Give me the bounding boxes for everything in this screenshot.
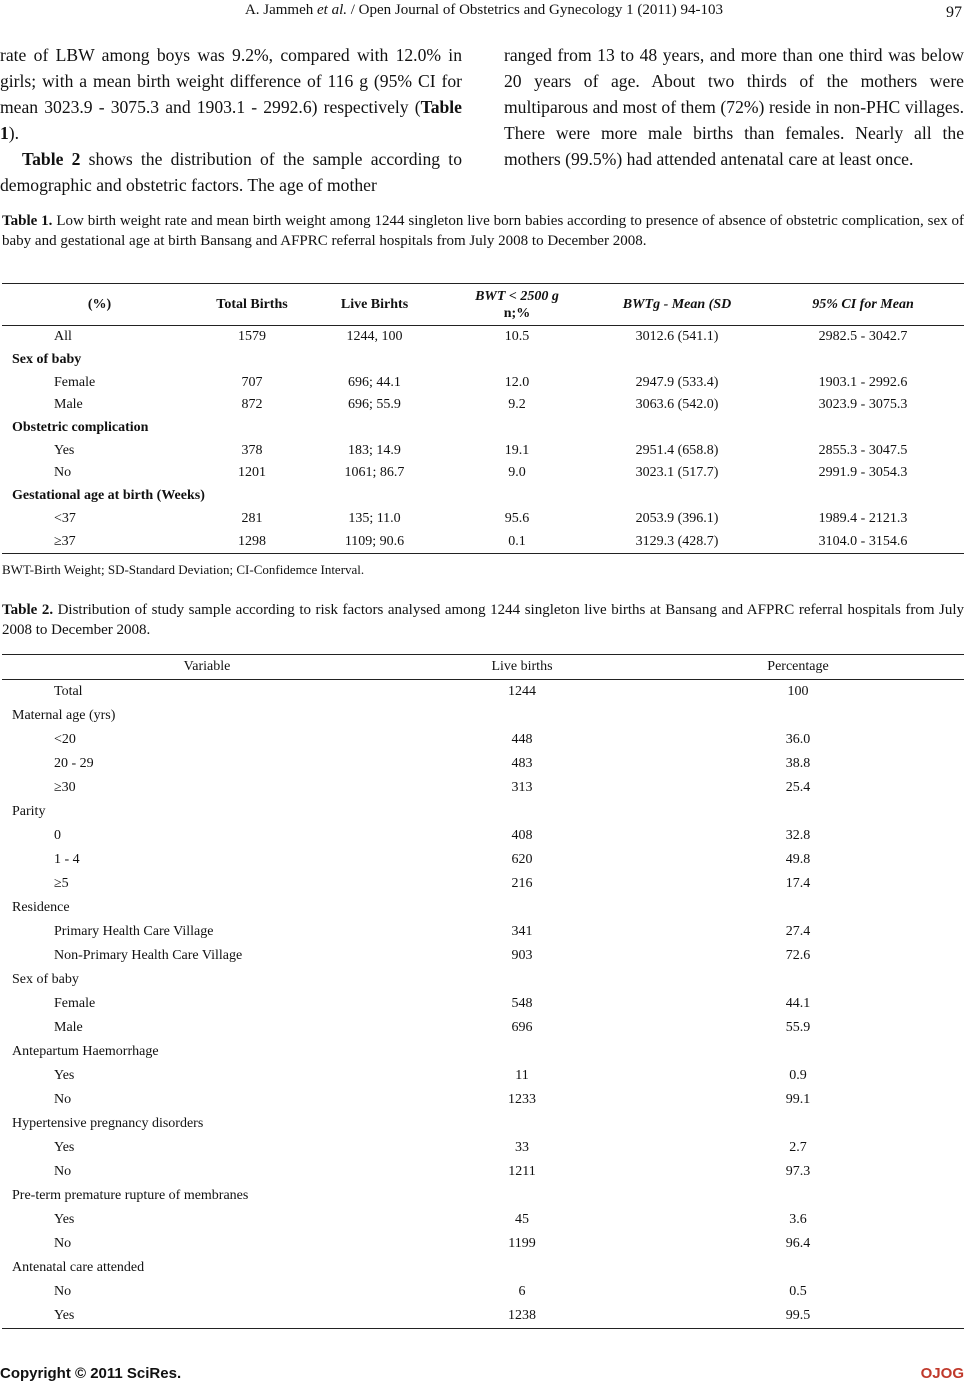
row-label-cell: All xyxy=(54,329,72,345)
left-p2-text: shows the distribution of the sample according to demographic and obstetric factors. The age of mother xyxy=(0,149,462,195)
table-cell: 36.0 xyxy=(785,732,811,747)
table1-reference[interactable]: Table 1 xyxy=(0,97,462,143)
table1-label: Table 1. xyxy=(2,213,53,229)
table2-caption-text: Distribution of study sample according to risk factors analysed among 1244 singleton live births at Bansang and AFPRC referral hospitals from July 2008 to December 2008. xyxy=(2,602,965,638)
table-row xyxy=(2,920,964,944)
group-label-cell: Parity xyxy=(12,804,46,819)
table2-header-row xyxy=(2,655,964,680)
table-row xyxy=(2,371,964,394)
table-row xyxy=(2,1064,964,1088)
row-label-cell: ≥5 xyxy=(54,876,69,891)
table-cell: 2053.9 (396.1) xyxy=(635,510,719,526)
table-group-row xyxy=(2,485,964,508)
table-cell: 1109; 90.6 xyxy=(307,530,442,553)
table-cell: 12.0 xyxy=(504,374,530,390)
table-row xyxy=(2,680,964,705)
table1-header-bwt: BWT < 2500 g xyxy=(475,288,559,304)
table2 xyxy=(2,654,964,1329)
right-column-text xyxy=(504,42,964,172)
row-label-cell: ≥37 xyxy=(2,530,197,553)
group-label-cell: Residence xyxy=(12,900,70,915)
page-number: 97 xyxy=(946,4,962,21)
table-cell: 281 xyxy=(241,510,263,526)
table-cell: 97.3 xyxy=(785,1164,811,1179)
table-row xyxy=(2,508,964,531)
group-label-cell: Hypertensive pregnancy disorders xyxy=(12,1116,204,1131)
table-cell: 3129.3 (428.7) xyxy=(592,530,762,553)
table-row xyxy=(2,728,964,752)
table-group-row xyxy=(2,704,964,728)
table-cell: 95.6 xyxy=(504,510,530,526)
row-label-cell: No xyxy=(54,1164,72,1179)
table-cell: 1201 xyxy=(238,465,266,481)
row-label-cell: No xyxy=(54,1236,72,1251)
table-cell: 10.5 xyxy=(504,329,530,345)
table-cell: 25.4 xyxy=(785,780,811,795)
table-cell: 100 xyxy=(787,684,809,699)
row-label-cell: No xyxy=(54,1092,72,1107)
table1-header-cell: Total Births xyxy=(197,284,307,326)
row-label-cell: Yes xyxy=(54,1140,75,1155)
left-p1-end: ). xyxy=(8,123,20,143)
table-cell: 696 xyxy=(511,1020,533,1035)
table-cell: 2.7 xyxy=(789,1140,807,1155)
table-row xyxy=(2,1160,964,1184)
table-cell: 1061; 86.7 xyxy=(344,465,405,481)
running-header xyxy=(0,2,968,22)
table-cell: 216 xyxy=(511,876,533,891)
row-label-cell: No xyxy=(54,1284,72,1299)
header-citation xyxy=(0,2,968,19)
table-row xyxy=(2,872,964,896)
group-label-cell: Antenatal care attended xyxy=(12,1260,145,1275)
table-cell: 1244, 100 xyxy=(346,329,403,345)
row-label-cell: Primary Health Care Village xyxy=(54,924,214,939)
table-cell: 1238 xyxy=(412,1304,632,1329)
table-cell: 3023.1 (517.7) xyxy=(635,465,719,481)
table-cell: 548 xyxy=(511,996,533,1011)
table-cell: 1199 xyxy=(508,1236,536,1251)
table1 xyxy=(2,283,964,554)
right-paragraph-1: ranged from 13 to 48 years, and more than one third was below 20 years of age. About two thirds of the mothers were multiparous and most of them (72%) reside in non-PHC villages. There were more male births than females. Nearly all the mothers (99.5%) had attended antenatal care at least once. xyxy=(504,45,964,169)
table-cell: 3.6 xyxy=(789,1212,807,1227)
copyright: Copyright © 2011 SciRes. xyxy=(0,1365,182,1382)
table-cell: 696; 44.1 xyxy=(348,374,401,390)
table1-header-cell xyxy=(592,284,762,326)
row-label-cell: 20 - 29 xyxy=(54,756,94,771)
table-group-row xyxy=(2,896,964,920)
table-row xyxy=(2,1304,964,1329)
table-cell: 72.6 xyxy=(785,948,811,963)
table-cell: 3012.6 (541.1) xyxy=(635,329,719,345)
table-cell: 408 xyxy=(511,828,533,843)
table-cell: 696; 55.9 xyxy=(348,397,401,413)
table-group-row xyxy=(2,800,964,824)
row-label-cell: <20 xyxy=(54,732,76,747)
table-cell: 27.4 xyxy=(785,924,811,939)
group-label-cell: Sex of baby xyxy=(12,352,82,368)
table-cell: 55.9 xyxy=(785,1020,811,1035)
row-label-cell: Female xyxy=(54,374,96,390)
table-cell: 2951.4 (658.8) xyxy=(635,442,719,458)
table-cell: 19.1 xyxy=(504,442,530,458)
group-label-cell: Sex of baby xyxy=(12,972,79,987)
row-label-cell: 1 - 4 xyxy=(54,852,80,867)
table2-header-cell: Percentage xyxy=(632,655,964,680)
table-row xyxy=(2,326,964,349)
row-label-cell: No xyxy=(54,465,72,481)
table2-reference[interactable]: Table 2 xyxy=(22,149,81,169)
header-etal: et al. xyxy=(317,2,348,18)
table-row xyxy=(2,776,964,800)
row-label-cell: Yes xyxy=(2,1304,412,1329)
table-cell: 313 xyxy=(511,780,533,795)
table-cell: 6 xyxy=(518,1284,526,1299)
table-cell: 341 xyxy=(511,924,533,939)
table-row xyxy=(2,752,964,776)
row-label-cell: Male xyxy=(54,397,83,413)
table-row xyxy=(2,824,964,848)
table-cell: 49.8 xyxy=(785,852,811,867)
table-cell: 1989.4 - 2121.3 xyxy=(818,510,908,526)
table-cell: 3063.6 (542.0) xyxy=(635,397,719,413)
table1-footnote: BWT-Birth Weight; SD-Standard Deviation; CI-Confidemce Interval. xyxy=(2,562,365,577)
row-label-cell: 0 xyxy=(54,828,61,843)
table-cell: 2991.9 - 3054.3 xyxy=(818,465,908,481)
table-row xyxy=(2,1088,964,1112)
table-cell: 99.1 xyxy=(785,1092,811,1107)
header-authors: A. Jammeh xyxy=(244,2,318,18)
row-label-cell: <37 xyxy=(54,510,76,526)
table-cell: 38.8 xyxy=(785,756,811,771)
group-label-cell: Obstetric complication xyxy=(12,420,149,436)
table-cell: 17.4 xyxy=(785,876,811,891)
table1-caption xyxy=(2,211,964,251)
row-label-cell: ≥30 xyxy=(54,780,76,795)
table1-header-cell: (%) xyxy=(2,284,197,326)
table-row xyxy=(2,530,964,553)
table-cell: 378 xyxy=(241,442,263,458)
journal-abbreviation: OJOG xyxy=(920,1365,964,1382)
table-cell: 99.5 xyxy=(632,1304,964,1329)
left-column-text xyxy=(0,42,462,198)
table1-header-cell xyxy=(762,284,964,326)
table-cell: 11 xyxy=(515,1068,529,1083)
left-paragraph-2 xyxy=(0,146,462,198)
row-label-cell: Male xyxy=(54,1020,83,1035)
table-cell: 3023.9 - 3075.3 xyxy=(818,397,908,413)
table-group-row xyxy=(2,417,964,440)
table-row xyxy=(2,848,964,872)
table2-body xyxy=(2,680,964,1329)
table-group-row xyxy=(2,349,964,372)
table-cell: 1233 xyxy=(508,1092,536,1107)
table-cell: 0.1 xyxy=(442,530,592,553)
left-p1-text: rate of LBW among boys was 9.2%, compared with 12.0% in girls; with a mean birth weight difference of 116 g (95% CI for mean 3023.9 - 3075.3 and 1903.1 - 2992.6) respectively ( xyxy=(0,45,462,117)
row-label-cell: Yes xyxy=(54,1068,75,1083)
table-cell: 448 xyxy=(511,732,533,747)
group-label-cell: Pre-term premature rupture of membranes xyxy=(12,1188,249,1203)
table-cell: 1211 xyxy=(508,1164,536,1179)
table-cell: 1903.1 - 2992.6 xyxy=(818,374,908,390)
group-label-cell: Gestational age at birth (Weeks) xyxy=(12,488,205,504)
table-group-row xyxy=(2,1112,964,1136)
table2-header-cell: Variable xyxy=(2,655,412,680)
table-group-row xyxy=(2,1256,964,1280)
row-label-cell: Female xyxy=(54,996,96,1011)
table-row xyxy=(2,1280,964,1304)
table-cell: 33 xyxy=(515,1140,529,1155)
table-row xyxy=(2,1136,964,1160)
table1-header-ci: 95% CI for Mean xyxy=(812,297,914,312)
header-journal: / Open Journal of Obstetrics and Gynecology 1 (2011) 94-103 xyxy=(347,2,724,18)
table2-header-cell: Live births xyxy=(412,655,632,680)
table-row xyxy=(2,1208,964,1232)
table1-header-n: n;% xyxy=(503,305,531,321)
table-row xyxy=(2,992,964,1016)
table-cell: 903 xyxy=(511,948,533,963)
table2-caption xyxy=(2,600,964,640)
table-cell: 2855.3 - 3047.5 xyxy=(818,442,908,458)
table-cell: 183; 14.9 xyxy=(348,442,401,458)
table-row xyxy=(2,1016,964,1040)
table-cell: 9.0 xyxy=(508,465,526,481)
table-cell: 872 xyxy=(241,397,263,413)
table-row xyxy=(2,394,964,417)
table-cell: 0.5 xyxy=(789,1284,807,1299)
table-cell: 9.2 xyxy=(508,397,526,413)
table1-header-row xyxy=(2,284,964,326)
group-label-cell: Maternal age (yrs) xyxy=(12,708,116,723)
table-group-row xyxy=(2,1040,964,1064)
table-row xyxy=(2,462,964,485)
table-cell: 32.8 xyxy=(785,828,811,843)
row-label-cell: Total xyxy=(54,684,83,699)
left-paragraph-1 xyxy=(0,42,462,146)
table-cell: 96.4 xyxy=(785,1236,811,1251)
row-label-cell: Non-Primary Health Care Village xyxy=(54,948,243,963)
table-cell: 135; 11.0 xyxy=(348,510,401,526)
row-label-cell: Yes xyxy=(54,1212,75,1227)
table1-caption-text: Low birth weight rate and mean birth weight among 1244 singleton live born babies according to presence of absence of obstetric complication, sex of baby and gestational age at birth Bansang and AFPRC referral hospitals from July 2008 to December 2008. xyxy=(2,213,965,249)
table-cell: 1298 xyxy=(197,530,307,553)
group-label-cell: Antepartum Haemorrhage xyxy=(12,1044,159,1059)
table-group-row xyxy=(2,968,964,992)
table-cell: 1244 xyxy=(508,684,536,699)
table1-header-cell: Live Birhts xyxy=(307,284,442,326)
table-row xyxy=(2,944,964,968)
table-cell: 44.1 xyxy=(785,996,811,1011)
table-row xyxy=(2,1232,964,1256)
table-cell: 1579 xyxy=(238,329,266,345)
table-cell: 2947.9 (533.4) xyxy=(635,374,719,390)
table1-header-mean: BWTg - Mean (SD xyxy=(622,297,732,312)
table-cell: 707 xyxy=(241,374,263,390)
table-group-row xyxy=(2,1184,964,1208)
table-cell: 2982.5 - 3042.7 xyxy=(818,329,908,345)
table2-label: Table 2. xyxy=(2,602,54,618)
table-cell: 45 xyxy=(515,1212,529,1227)
table-cell: 3104.0 - 3154.6 xyxy=(762,530,964,553)
table1-header-cell xyxy=(442,284,592,326)
table-row xyxy=(2,439,964,462)
table-cell: 0.9 xyxy=(789,1068,807,1083)
table1-body xyxy=(2,326,964,554)
table-cell: 620 xyxy=(511,852,533,867)
row-label-cell: Yes xyxy=(54,442,75,458)
table-cell: 483 xyxy=(511,756,533,771)
